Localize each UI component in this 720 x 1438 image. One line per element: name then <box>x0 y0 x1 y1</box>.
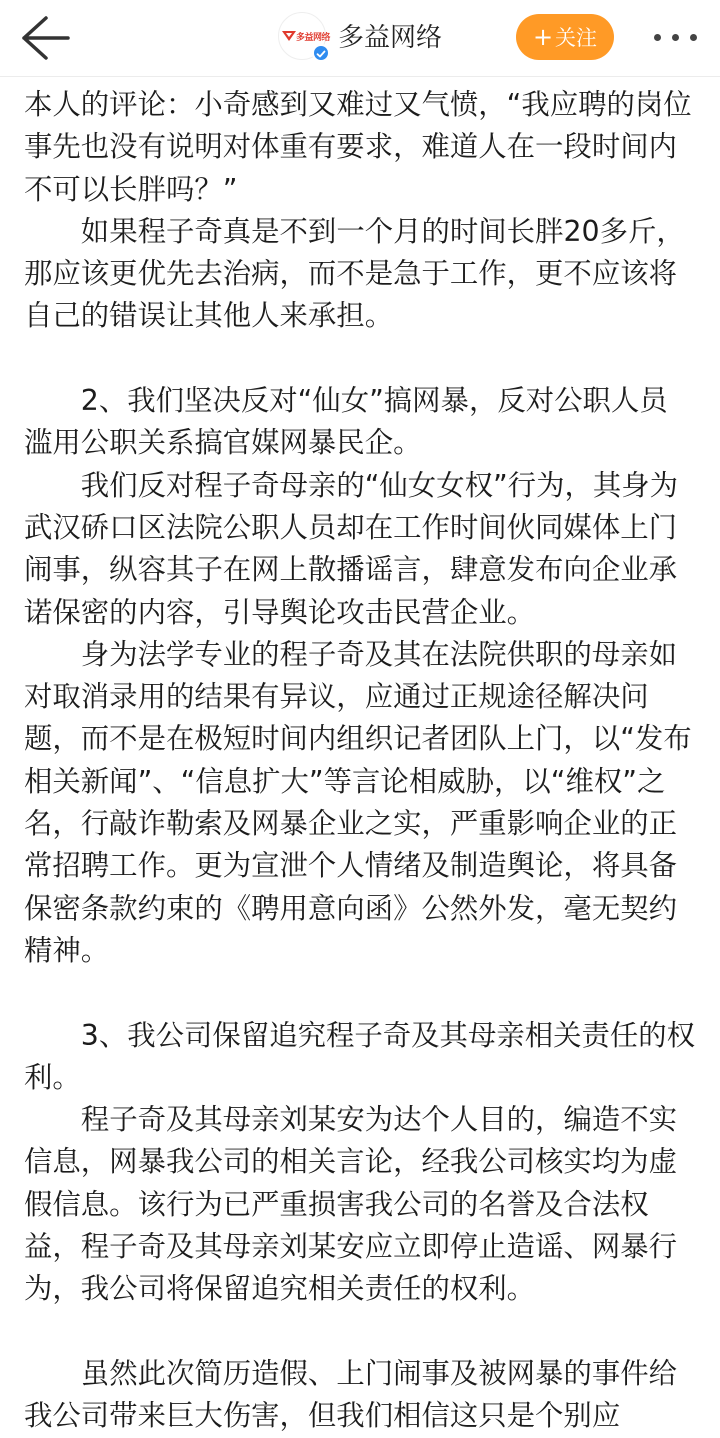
paragraph: 程子奇及其母亲刘某安为达个人目的，编造不实信息，网暴我公司的相关言论，经我公司核实均为虚假信息。该行为已严重损害我公司的名誉及合法权益，程子奇及其母亲刘某安应立即停止造谣、网暴行为，我公司将保留追究相关责任的权利。 <box>24 1103 678 1306</box>
section-heading: 2、我们坚决反对“仙女”搞网暴，反对公职人员滥用公职关系搞官媒网暴民企。 <box>24 384 668 460</box>
paragraph: 如果程子奇真是不到一个月的时间长胖20多斤，那应该更优先去治病，而不是急于工作，更不应该将自己的错误让其他人来承担。 <box>24 214 685 333</box>
logo-text: 多益网络 <box>296 33 331 43</box>
back-button[interactable] <box>16 12 76 64</box>
verified-icon <box>314 47 328 61</box>
follow-label: 关注 <box>555 26 598 50</box>
follow-button[interactable] <box>516 14 614 60</box>
section-heading: 3、我公司保留追究程子奇及其母亲相关责任的权利。 <box>24 1018 696 1094</box>
back-arrow-icon <box>16 12 76 64</box>
verified-badge <box>312 44 330 62</box>
paragraph: 虽然此次简历造假、上门闹事及被网暴的事件给我公司带来巨大伤害，但我们相信这只是个别应 <box>24 1356 678 1433</box>
more-button[interactable] <box>648 20 704 56</box>
paragraph: 我们反对程子奇母亲的“仙女女权”行为，其身为武汉硚口区法院公职人员却在工作时间伙同媒体上门闹事，纵容其子在网上散播谣言，肆意发布向企业承诺保密的内容，引导舆论攻击民营企业。 <box>24 468 679 629</box>
top-bar <box>0 0 720 77</box>
account-name[interactable]: 多益网络 <box>338 23 443 53</box>
article-body <box>24 84 696 1438</box>
paragraph: 身为法学专业的程子奇及其在法院供职的母亲如对取消录用的结果有异议，应通过正规途径解决问题，而不是在极短时间内组织记者团队上门，以“发布相关新闻”、“信息扩大”等言论相威胁，以“维权”之名，行敲诈勒索及网暴企业之实，严重影响企业的正常招聘工作。更为宣泄个人情绪及制造舆论，将具备保密条款约束的《聘用意向函》公然外发，毫无契约精神。 <box>24 637 692 967</box>
logo-mark-icon <box>281 27 297 43</box>
paragraph: 本人的评论：小奇感到又难过又气愤，“我应聘的岗位事先也没有说明对体重有要求，难道人在一段时间内不可以长胖吗？” <box>24 88 692 206</box>
plus-icon: + <box>532 23 554 51</box>
